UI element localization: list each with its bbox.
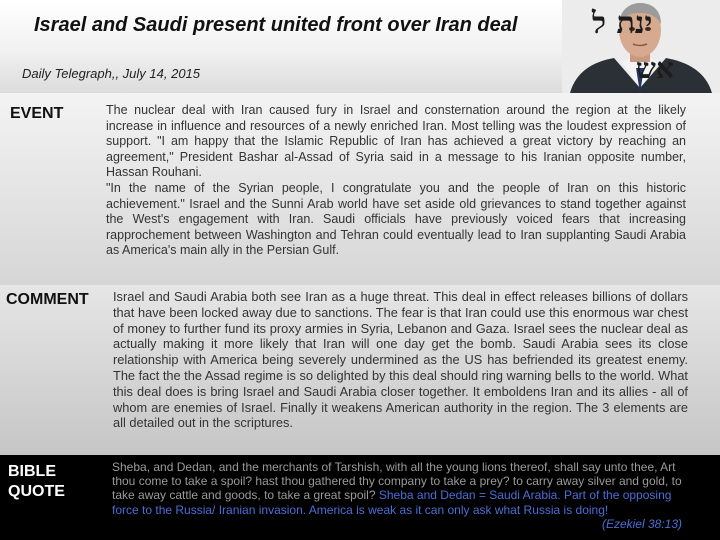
comment-label: COMMENT [6, 291, 89, 308]
bible-quote-label: BIBLE QUOTE [8, 463, 65, 500]
comment-text: Israel and Saudi Arabia both see Iran as a huge threat. This deal in effect releases billions of dollars that have been locked away due to sanctions. The fear is that Iran could use this enormous war chest of money to further fund its proxy armies in Syria, Lebanon and Gaza. Israel sees the nuclear deal as actually making it more likely that Iran will one day get the bomb. Saudi Arabia sees its close relationship with America being severely undermined as the US has befriended its greatest enemy. The fact the the Assad regime is so delighted by this deal should ring warning bells to the world. What this deal does is bring Israel and Saudi Arabia closer together. It emboldens Iran and its allies - all of whom are enemies of Israel. Finally it weakens American authority in the region. The 3 elements are all detailed out in the scriptures. [113, 289, 688, 431]
event-label: EVENT [10, 105, 64, 122]
event-text: The nuclear deal with Iran caused fury in Israel and consternation around the region at the likely increase in influence and resources of a newly enriched Iran. Most telling was the loudest expression of support. "I am happy that the Islamic Republic of Iran has achieved a great victory by reaching an agreement," President Bashar al-Assad of Syria said in a message to his Iranian opposite number, Hassan Rouhani. "In the name of the Syrian people, I congratulate you and the people of Iran on this historic achievement." Israel and the Sunni Arab world have set aside old grievances to stand together against the West's engagement with Iran. Saudi officials have previously voiced fears that increasing rapprochement between Washington and Tehran could eventually lead to Iran supplanting Saudi Arabia as America's main ally in the Persian Gulf. [106, 103, 686, 258]
comment-section [0, 285, 720, 455]
backdrop-hebrew-text: ינת ל [592, 6, 653, 41]
page-title: Israel and Saudi present united front over Iran deal [34, 14, 518, 36]
bible-note-text: Sheba and Dedan = Saudi Arabia. Part of the opposing force to the Russia/ Iranian invasion. America is weak as it can only ask what Russia is doing! [112, 488, 672, 517]
portrait-photo [562, 0, 720, 93]
bible-quote-section [0, 455, 720, 540]
source-line: Daily Telegraph,, July 14, 2015 [22, 66, 201, 81]
bible-reference: (Ezekiel 38:13) [601, 516, 682, 531]
event-section [0, 93, 720, 285]
backdrop-hebrew-text-2: אש [636, 52, 674, 85]
bible-quote-block [112, 460, 692, 531]
bible-quote-text: Sheba, and Dedan, and the merchants of Tarshish, with all the young lions thereof, shall say unto thee, Art thou come to take a spoil? hast thou gathered thy company to take a prey? to carry away silver and gold, to take away cattle and goods, to take a great spoil? [112, 460, 682, 503]
